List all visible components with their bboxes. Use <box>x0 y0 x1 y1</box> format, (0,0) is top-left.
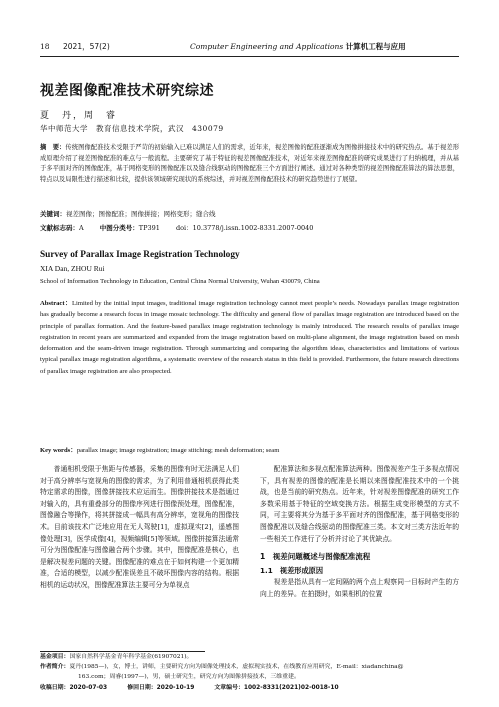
footnote-divider <box>40 651 205 652</box>
keywords-cn-label: 关键词： <box>40 210 66 218</box>
journal-name-cn: 计算机工程与应用 <box>345 42 406 51</box>
abstract-en-text: Limited by the initial input images, traditional image registration technology cannot meet people’s needs. Nowadays parallax image registration has gradually become a research focus in image mosaic technology. The difficulty and general flow of parallax image registration are introduced based on the principle of parallax formation. And the feature-based parallax image registration technology is mainly introduced. The research results of parallax image registration in recent years are summarized and expanded from the image registration based on multi-plane alignment, the image registration based on mesh deformation and the seam-driven image registration. Through summarizing and comparing the algorithm ideas, characteristics and limitations of various typical parallax image registration algorithms, a systematic overview of the research status in this field is provided. Furthermore, the future research directions of parallax image registration are also prospected. <box>40 300 459 375</box>
authors-en: XIA Dan, ZHOU Rui <box>40 264 105 273</box>
article-meta-cn <box>40 223 313 233</box>
abstract-en <box>40 298 459 377</box>
author-bio-label: 作者简介： <box>40 664 70 670</box>
revised-date: 修回日期：2020-10-19 <box>127 685 195 691</box>
doi-label: doi： <box>175 224 193 232</box>
authors-cn: 夏 丹，周 睿 <box>40 111 118 121</box>
abstract-en-label: Abstract： <box>40 300 73 307</box>
affiliation-cn: 华中师范大学 教育信息技术学院，武汉 430079 <box>40 124 224 133</box>
subsection-paragraph: 视差是指从具有一定间隔的两个点上观察同一目标时产生的方向上的差异。在拍摄时，如果相机的位置 <box>260 578 459 598</box>
intro-paragraph: 普通相机受限于焦距与传感器，采集的图像有时无法满足人们对于高分辨率与宽视角的图像的需求，为了利用普通相机获得此类特定需求的图像，图像拼接技术应运而生。图像拼接技术是指通过对输入的，具有重叠部分的图像序列进行图像预处理，图像配准，图像融合等操作，将其拼接成一幅具有高分辨率，宽视角的图像技术。目前该技术广泛地应用在无人驾驶[1]，虚拟现实[2]，遥感图像处理[3]，医学成像[4]，视频编辑[5]等领域。图像拼接算法通常可分为图像配准与图像融合两个步骤。其中，图像配准是核心，也是解决视差问题的关键。图像配准的难点在于如何构建一个更加精准，合适的模型，以减少配准误差且不破坏图像内容的结构。根据相机的运动状况，图像配准算法主要可分为单视点 <box>40 465 239 589</box>
journal-name <box>190 40 406 54</box>
paper-title-cn: 视差图像配准技术研究综述 <box>40 83 214 99</box>
received-date: 收稿日期：2020-07-03 <box>40 685 108 691</box>
body-column-left <box>40 464 239 592</box>
intro-paragraph-continued: 配准算法和多视点配准算法两种。图像视差产生于多视点情况下，具有视差的图像的配准是长期以来图像配准技术中的一个挑战，也是当前的研究热点。近年来，针对视差图像配准的研究工作多数采用基于特征的空域变换方法。根据生成变形模型的方式不同，可主要将其分为基于多平面对齐的图像配准，基于网格变形的图像配准以及缝合线驱动的图像配准三类。本文对三类方法近年的一些相关工作进行了分析并讨论了其优缺点。 <box>260 465 459 543</box>
doc-code: A <box>79 224 84 232</box>
clc-label: 中图分类号： <box>99 224 139 232</box>
body-column-right <box>260 464 459 601</box>
fund-text: 国家自然科学基金青年科学基金(61907021)。 <box>69 654 193 660</box>
footnote-dates <box>40 684 460 693</box>
section-heading: 1 视差问题概述与图像配准流程 <box>260 552 371 562</box>
paper-title-en: Survey of Parallax Image Registration Technology <box>40 250 240 260</box>
author-bio-text: 夏丹(1985—)，女，博士，讲师，主要研究方向为图像处理技术，虚拟现实技术，在线教育应用研究，E-mail：xiadanchina@ <box>69 664 404 670</box>
article-number: 文章编号：1002-8331(2021)02-0018-10 <box>214 685 339 691</box>
page-number: 18 <box>40 42 50 51</box>
footnote-fund <box>40 653 460 662</box>
abstract-cn <box>40 143 459 185</box>
issue-info: 2021，57(2) <box>63 42 110 51</box>
footnote-author-cont: 163.com；周睿(1997—)，男，硕士研究生，研究方向为图像拼接技术，三维重建。 <box>78 674 300 680</box>
affiliation-en: School of Information Technology in Education, Central China Normal University, Wuhan 430079, China <box>40 278 320 285</box>
clc-number: TP391 <box>138 224 160 232</box>
keywords-cn-text: 视差图像；图像配准；图像拼接；网格变形；缝合线 <box>66 210 216 218</box>
keywords-en-text: parallax image; image registration; image stitching; mesh deformation; seam <box>76 447 280 454</box>
journal-name-en: Computer Engineering and Applications <box>190 42 344 51</box>
abstract-cn-label: 摘 要： <box>40 144 66 151</box>
doc-code-label: 文献标志码： <box>40 224 79 232</box>
keywords-cn <box>40 209 459 219</box>
keywords-en <box>40 444 459 454</box>
doi-value: 10.3778/j.issn.1002-8331.2007-0040 <box>192 224 314 232</box>
subsection-heading: 1.1 视差形成原因 <box>260 565 324 575</box>
keywords-en-label: Key words： <box>40 447 77 454</box>
fund-label: 基金项目： <box>40 654 70 660</box>
abstract-cn-text: 传统图像配准技术受限于严苛的初始输入已难以满足人们的需求，近年来，视差图像的配准逐渐成为图像拼接技术中的研究热点。基于视差形成原理介绍了视差图像配准的难点与一般流程。主要研究了基于特征的视差图像配准技术，对近年来视差图像配准的研究成果进行了归纳梳理，并从基于多平面对齐的图像配准，基于网格变形的图像配准以及缝合线驱动的图像配准三个方面进行阐述。通过对各种类型的视差图像配准算法的算法思想，特点以及局限性进行描述和比较，提供该领域研究现状的系统综述，并对视差图像配准技术的研究趋势进行了展望。 <box>40 144 460 183</box>
running-header <box>40 40 459 57</box>
footnote-author <box>40 663 460 672</box>
